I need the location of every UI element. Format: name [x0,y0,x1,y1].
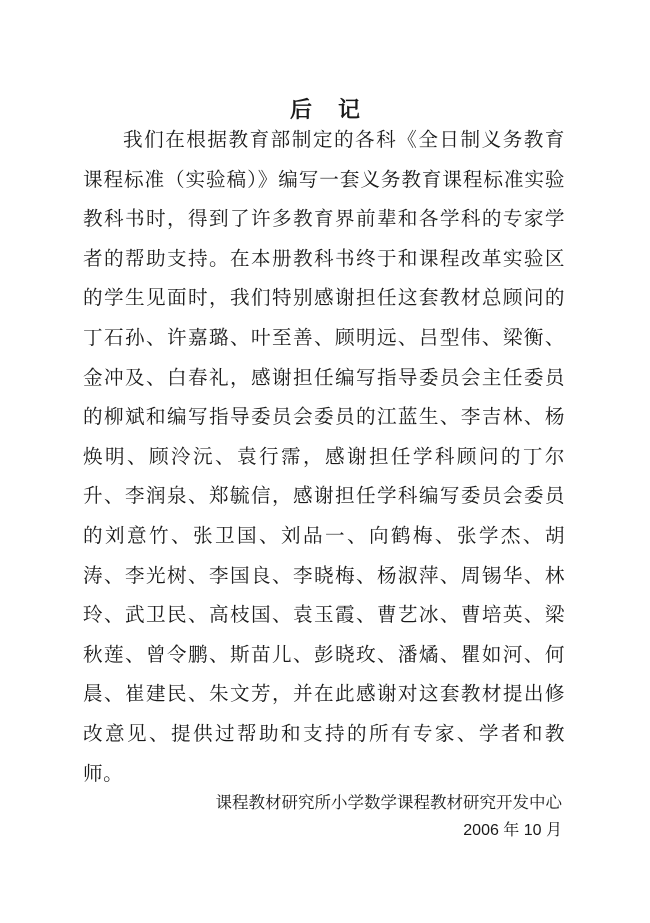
signature-organization: 课程教材研究所小学数学课程教材研究开发中心 [215,793,562,812]
afterword-paragraph: 我们在根据教育部制定的各科《全日制义务教育课程标准（实验稿）》编写一套义务教育课程标准实验教科书时，得到了许多教育界前辈和各学科的专家学者的帮助支持。在本册教科书终于和课程改革实验区的学生见面时，我们特别感谢担任这套教材总顾问的丁石孙、许嘉璐、叶至善、顾明远、吕型伟、梁衡、金冲及、白春礼，感谢担任编写指导委员会主任委员的柳斌和编写指导委员会委员的江蓝生、李吉林、杨焕明、顾泠沅、袁行霈，感谢担任学科顾问的丁尔升、李润泉、郑毓信，感谢担任学科编写委员会委员的刘意竹、张卫国、刘品一、向鹤梅、张学杰、胡涛、李光树、李国良、李晓梅、杨淑萍、周锡华、林玲、武卫民、高枝国、袁玉霞、曹艺冰、曹培英、梁秋莲、曾令鹏、斯苗儿、彭晓玫、潘燏、瞿如河、何晨、崔建民、朱文芳，并在此感谢对这套教材提出修改意见、提供过帮助和支持的所有专家、学者和教师。 [83,128,565,785]
signature-date: 2006 年 10 月 [463,822,562,839]
page-title: 后记 [289,97,386,123]
